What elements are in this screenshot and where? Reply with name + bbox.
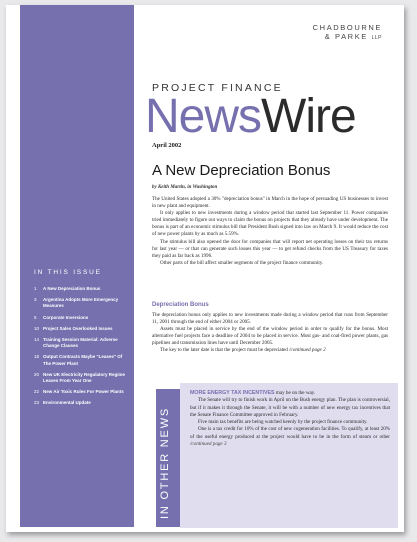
article-paragraph: The depreciation bonus only applies to new investments made during a window period that runs from September 11, 2001 through the end of either 2004 or 2005.	[152, 312, 388, 326]
section-subhead: Depreciation Bonus	[152, 302, 209, 308]
other-news-paragraph: The Senate will try to finish work in April on the Bush energy plan. The plan is controversial, but if it makes it through the Senate, it will be with a number of new energy tax incentives that the Senate Finance Committee approved in February.	[190, 397, 390, 418]
newsletter-page	[6, 5, 404, 532]
toc-item[interactable]	[34, 297, 126, 309]
toc-item-label: Corporate Inversions	[43, 314, 89, 320]
in-other-news-label: IN OTHER NEWS	[159, 406, 171, 519]
firm-name-line1: CHADBOURNE	[312, 23, 382, 32]
toc-item[interactable]	[34, 389, 126, 395]
masthead-wire: Wire	[261, 90, 356, 143]
article-last-sentence: The key to the later date is that the project must be depreciated	[160, 347, 288, 354]
article-paragraph: The stimulus bill also opened the door for companies that will report net operating losses on their tax returns for last year — or that can generate such losses this year — to get refund checks from the US Treasury for taxes they paid as far back as 1996.	[152, 238, 388, 259]
toc-page-number: 10	[34, 325, 40, 331]
article-paragraph: The United States adopted a 30% "depreciation bonus" in March in the hope of persuading US businesses to invest in new plant and equipment.	[152, 196, 388, 210]
toc-item[interactable]	[34, 326, 126, 332]
other-news-lead: MORE ENERGY TAX INCENTIVES	[190, 390, 275, 396]
toc-page-number: 14	[34, 337, 40, 343]
masthead-news: News	[145, 90, 262, 143]
other-news-continued-link[interactable]: /continued page 3	[190, 441, 227, 448]
article-paragraph: Assets must be placed in service by the end of the window period in order to qualify for the bonus. Most alternative fuel projects face a deadline of 2004 to be placed in service. Most gas- and coal-fired power plants, gas pipelines and transmission lines have until December 2005.	[152, 326, 388, 347]
firm-name-parke: & PARKE	[324, 32, 368, 41]
firm-name-line2	[313, 32, 382, 43]
toc-page-number: 22	[34, 389, 40, 395]
issue-date: April 2002	[152, 142, 182, 149]
article-headline: A New Depreciation Bonus	[152, 162, 331, 179]
in-other-news-tab	[156, 389, 180, 527]
article-body-continued	[152, 312, 388, 355]
article-paragraph: It only applies to new investments during a window period that started last September 11. Power companies tried immediately to figure out ways to claim the bonus on projects that they already have under development. The bonus is part of an economic stimulus bill that President Bush signed into law on March 9. It would reduce the cost of new power plants by as much as 5.59%.	[152, 210, 388, 238]
other-news-box	[180, 383, 398, 528]
other-news-text	[190, 390, 390, 448]
toc-page-number: 3	[34, 297, 37, 303]
toc-title: IN THIS ISSUE	[34, 269, 102, 276]
article-paragraph: Other parts of the bill affect smaller segments of the project finance community.	[160, 259, 324, 266]
article-body	[152, 196, 388, 267]
toc-page-number: 5	[34, 314, 37, 320]
continued-link[interactable]: /continued page 2	[289, 347, 326, 354]
article-paragraph	[152, 347, 388, 354]
toc-page-number: 18	[34, 354, 40, 360]
other-news-last-sentence: One is a tax credit for 10% of the cost of new cogeneration facilities. To qualify, at least 20% of the useful energy produced at the project would have to be in the form of steam or other	[190, 426, 390, 440]
other-news-lead-rest: may be on the way.	[274, 390, 316, 396]
toc-item-label: Project Sales Overlooked Issues	[43, 325, 113, 331]
toc-item[interactable]	[34, 354, 126, 366]
toc-item-label: Training Session Material: Adverse Change Clauses	[43, 337, 118, 349]
toc-item[interactable]	[34, 372, 126, 384]
project-finance-label: PROJECT FINANCE	[152, 82, 283, 94]
toc-item[interactable]	[34, 337, 126, 349]
toc-page-number: 1	[34, 286, 37, 291]
firm-llp: LLP	[371, 35, 382, 41]
toc-item-label: A New Depreciation Bonus	[43, 286, 101, 291]
toc-item-label: New Air Toxic Rules For Power Plants	[43, 389, 124, 395]
toc-item-label: Output Contracts Maybe "Leases" Of The Power Plant	[43, 354, 123, 366]
article-byline: by Keith Martin, in Washington	[152, 185, 218, 190]
toc-page-number: 20	[34, 371, 40, 377]
toc-item[interactable]	[34, 400, 126, 406]
toc-page-number: 23	[34, 400, 40, 406]
sidebar-panel	[20, 5, 134, 527]
other-news-paragraph: Five main tax benefits are being watched keenly by the project finance community.	[198, 419, 368, 426]
masthead-title	[145, 91, 356, 143]
toc-item-label: New UK Electricity Regulatory Regime Leaves From Year One	[43, 371, 126, 384]
toc-item[interactable]	[34, 315, 126, 321]
toc-item-label: Environmental Update	[43, 400, 91, 406]
firm-logo	[313, 23, 382, 43]
toc-item[interactable]	[34, 286, 126, 292]
table-of-contents	[34, 286, 126, 407]
toc-item-label: Argentina Adopts More Emergency Measures	[43, 297, 119, 309]
other-news-paragraph	[190, 426, 390, 448]
